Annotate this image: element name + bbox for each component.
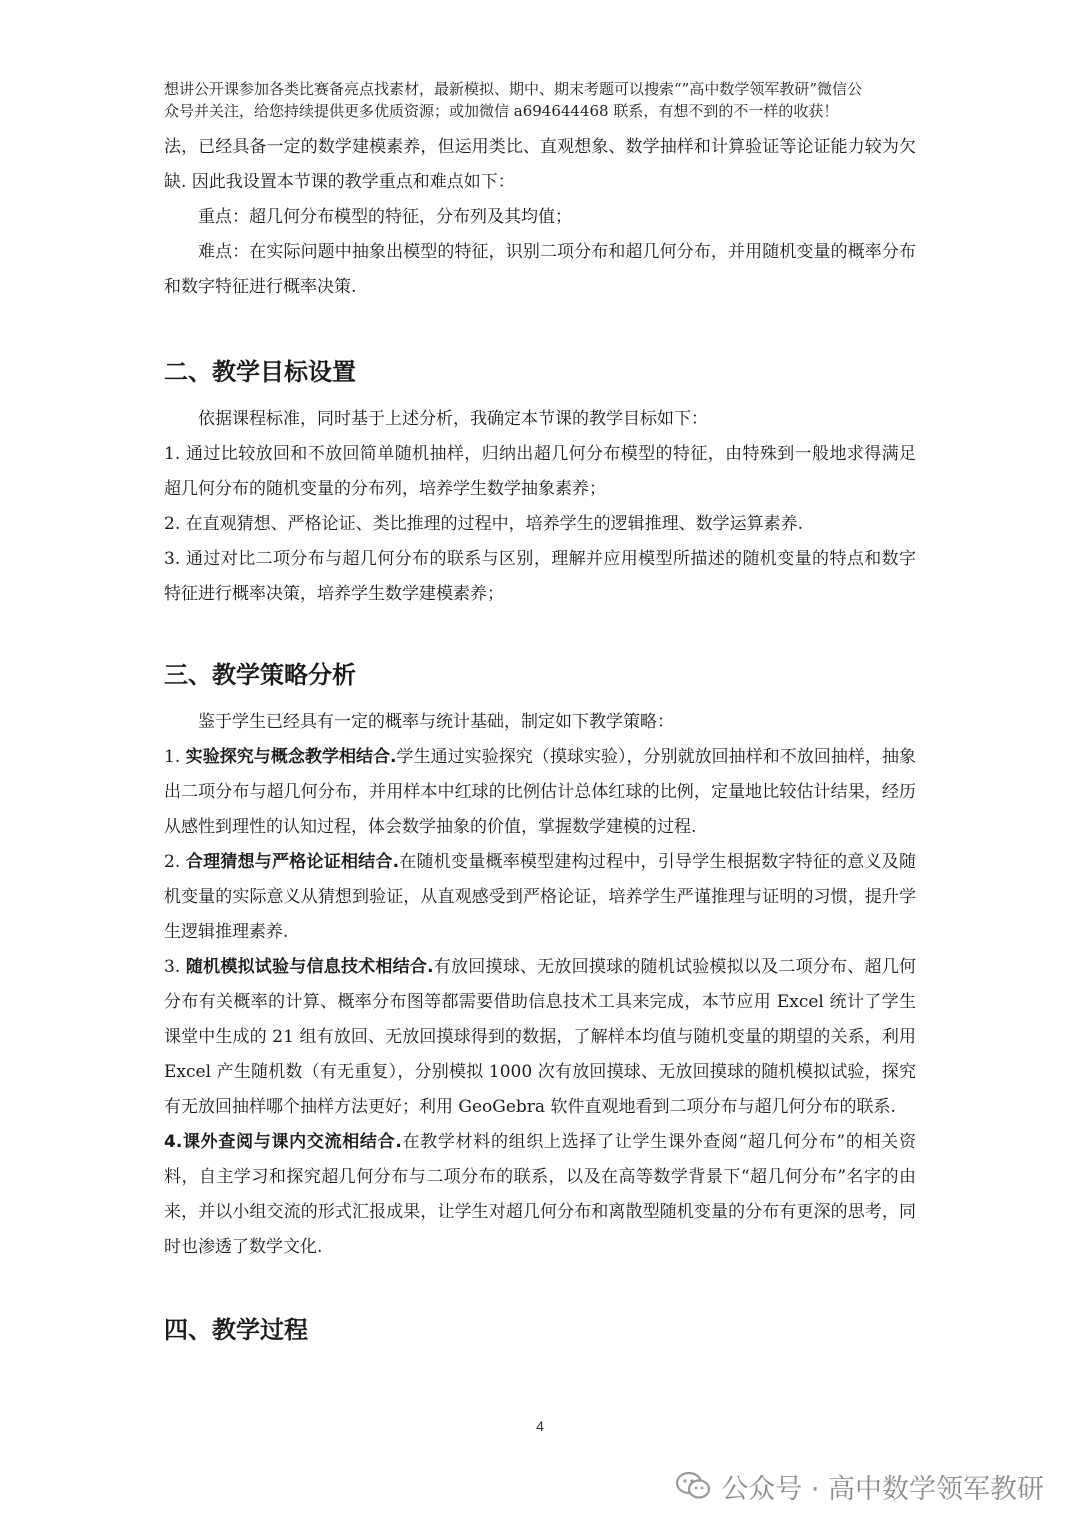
goal-item-3-text: 通过对比二项分布与超几何分布的联系与区别，理解并应用模型所描述的随机变量的特点和数字特征进行概率决策，培养学生数学建模素养； <box>164 549 916 604</box>
goal-item-2 <box>164 507 916 542</box>
strategy-item-2 <box>164 845 916 950</box>
page-number: 4 <box>536 1418 544 1434</box>
goal-item-3-number: 3. <box>164 549 181 569</box>
section-2-heading: 二、教学目标设置 <box>164 358 356 386</box>
strategy-item-4 <box>164 1125 916 1265</box>
strategy-item-1 <box>164 740 916 845</box>
header-note-line-1: 想讲公开课参加各类比赛备亮点找素材，最新模拟、期中、期末考题可以搜索“”高中数学领军教研”微信公 <box>164 80 863 98</box>
header-note <box>164 78 924 122</box>
intro-paragraph: 法，已经具备一定的数学建模素养，但运用类比、直观想象、数学抽样和计算验证等论证能力较为欠缺. 因此我设置本节课的教学重点和难点如下： <box>164 137 916 192</box>
key-point: 重点：超几何分布模型的特征，分布列及其均值； <box>198 207 572 227</box>
strategy-item-3-number: 3. <box>164 957 181 977</box>
strategy-item-3-heading: 随机模拟试验与信息技术相结合. <box>185 957 434 977</box>
goal-item-2-number: 2. <box>164 514 181 534</box>
header-note-line-2: 众号并关注，给您持续提供更多优质资源；或加微信 a694644468 联系，有想不到的不一样的收获！ <box>164 102 839 120</box>
goal-item-1 <box>164 437 916 507</box>
goal-item-2-text: 在直观猜想、严格论证、类比推理的过程中，培养学生的逻辑推理、数学运算素养. <box>185 514 804 534</box>
strategy-item-1-heading: 实验探究与概念教学相结合. <box>185 747 397 767</box>
strategy-item-2-number: 2. <box>164 852 181 872</box>
strategy-item-4-heading: 课外查阅与课内交流相结合. <box>182 1132 402 1152</box>
watermark <box>675 1466 1044 1506</box>
strategy-item-3 <box>164 950 916 1125</box>
section-2-lead: 依据课程标准，同时基于上述分析，我确定本节课的教学目标如下： <box>198 409 708 429</box>
wechat-icon <box>675 1470 711 1502</box>
strategy-item-4-number: 4. <box>164 1132 183 1152</box>
strategy-item-2-heading: 合理猜想与严格论证相结合. <box>185 852 400 872</box>
section-3-heading: 三、教学策略分析 <box>164 661 356 689</box>
strategy-item-4-text: 在教学材料的组织上选择了让学生课外查阅“超几何分布”的相关资料，自主学习和探究超几何分布与二项分布的联系，以及在高等数学背景下“超几何分布”名字的由来，并以小组交流的形式汇报成果，让学生对超几何分布和离散型随机变量的分布有更深的思考，同时也渗透了数学文化. <box>164 1132 916 1257</box>
strategy-item-2-text: 在随机变量概率模型建构过程中，引导学生根据数字特征的意义及随机变量的实际意义从猜想到验证，从直观感受到严格论证，培养学生严谨推理与证明的习惯，提升学生逻辑推理素养. <box>164 852 916 942</box>
difficulty-point: 难点：在实际问题中抽象出模型的特征，识别二项分布和超几何分布，并用随机变量的概率分布和数字特征进行概率决策. <box>164 242 916 297</box>
strategy-item-1-number: 1. <box>164 747 181 767</box>
strategy-item-3-text: 有放回摸球、无放回摸球的随机试验模拟以及二项分布、超几何分布有关概率的计算、概率分布图等都需要借助信息技术工具来完成，本节应用 Excel 统计了学生课堂中生成的 21 组有放回、无放回摸球得到的数据，了解样本均值与随机变量的期望的关系，利用 Excel 产生随机数（有无重复），分别模拟 1000 次有放回摸球、无放回摸球的随机模拟试验，探究有无放回抽样哪个抽样方法更好；利用 GeoGebra 软件直观地看到二项分布与超几何分布的联系. <box>164 957 917 1117</box>
goal-item-1-text: 通过比较放回和不放回简单随机抽样，归纳出超几何分布模型的特征，由特殊到一般地求得满足超几何分布的随机变量的分布列，培养学生数学抽象素养； <box>164 444 916 499</box>
goal-item-3 <box>164 542 916 612</box>
section-3-lead: 鉴于学生已经具有一定的概率与统计基础，制定如下教学策略： <box>198 712 674 732</box>
goal-item-1-number: 1. <box>164 444 181 464</box>
watermark-text: 公众号 · 高中数学领军教研 <box>721 1473 1044 1505</box>
strategy-item-1-text: 学生通过实验探究（摸球实验），分别就放回抽样和不放回抽样，抽象出二项分布与超几何分布，并用样本中红球的比例估计总体红球的比例，定量地比较估计结果，经历从感性到理性的认知过程，体会数学抽象的价值，掌握数学建模的过程. <box>164 747 916 837</box>
section-4-heading: 四、教学过程 <box>164 1316 308 1344</box>
main-content <box>164 130 916 1345</box>
